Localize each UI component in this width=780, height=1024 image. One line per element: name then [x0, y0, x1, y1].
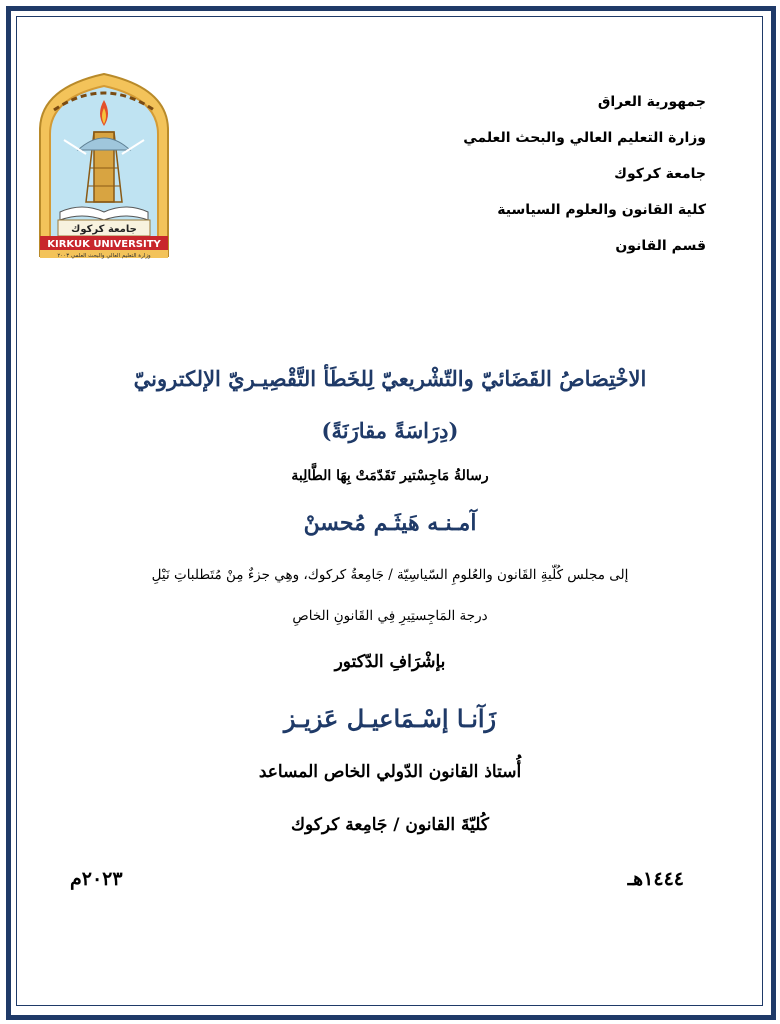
- thesis-subtitle: (دِرَاسَةً مقارَنَةً): [321, 418, 459, 443]
- institution-header: [346, 84, 706, 264]
- department-line: قسم القانون: [615, 238, 706, 254]
- logo-arabic-name: جامعة كركوك: [71, 224, 137, 235]
- hijri-year: ١٤٤٤هـ: [627, 868, 684, 890]
- country-line: جمهورية العراق: [597, 94, 706, 110]
- logo-english-name: KIRKUK UNIVERSITY: [47, 239, 161, 250]
- gregorian-year: ٢٠٢٣م: [70, 868, 123, 890]
- logo-footer-text: وزارة التعليم العالي والبحث العلمي ٢٠٠٣: [57, 253, 151, 259]
- supervisor-title: أُستاذ القانون الدّولي الخاص المساعد: [258, 762, 522, 782]
- supervisor-college: كُليّةَ القانون / جَامِعة كركوك: [291, 815, 489, 835]
- university-line: جامعة كركوك: [614, 166, 706, 182]
- council-statement: إلى مجلس كُلّيةِ القَانون والعُلومِ السّياسِيّة / جَامِعةُ كركوك، وهِي جزءٌ مِنْ مُتَطلباتِ نَيْلِ: [151, 567, 629, 583]
- supervisor-name: زَآنـا إسْـمَاعيـل عَزيـز: [283, 704, 497, 733]
- thesis-intro: رسالةُ مَاجِسْتير تَقَدّمَتْ بِهَا الطَّالِبة: [291, 468, 489, 484]
- college-line: كلية القانون والعلوم السياسية: [497, 202, 706, 218]
- thesis-title: الاخْتِصَاصُ القَضَائيّ والتّشْريعيّ لِلخَطَأ التَّقْصِيـريّ الإلكترونيّ: [133, 366, 647, 391]
- kirkuk-university-logo: [34, 70, 174, 260]
- degree-statement: درجة المَاجِستِيرِ فِي القَانونِ الخاصِ: [292, 608, 488, 624]
- ministry-line: وزارة التعليم العالي والبحث العلمي: [463, 130, 706, 146]
- supervision-label: بإشْرَافِ الدّكتور: [334, 652, 446, 672]
- student-name: آمـنـه هَيثَـم مُحسنْ: [303, 510, 477, 536]
